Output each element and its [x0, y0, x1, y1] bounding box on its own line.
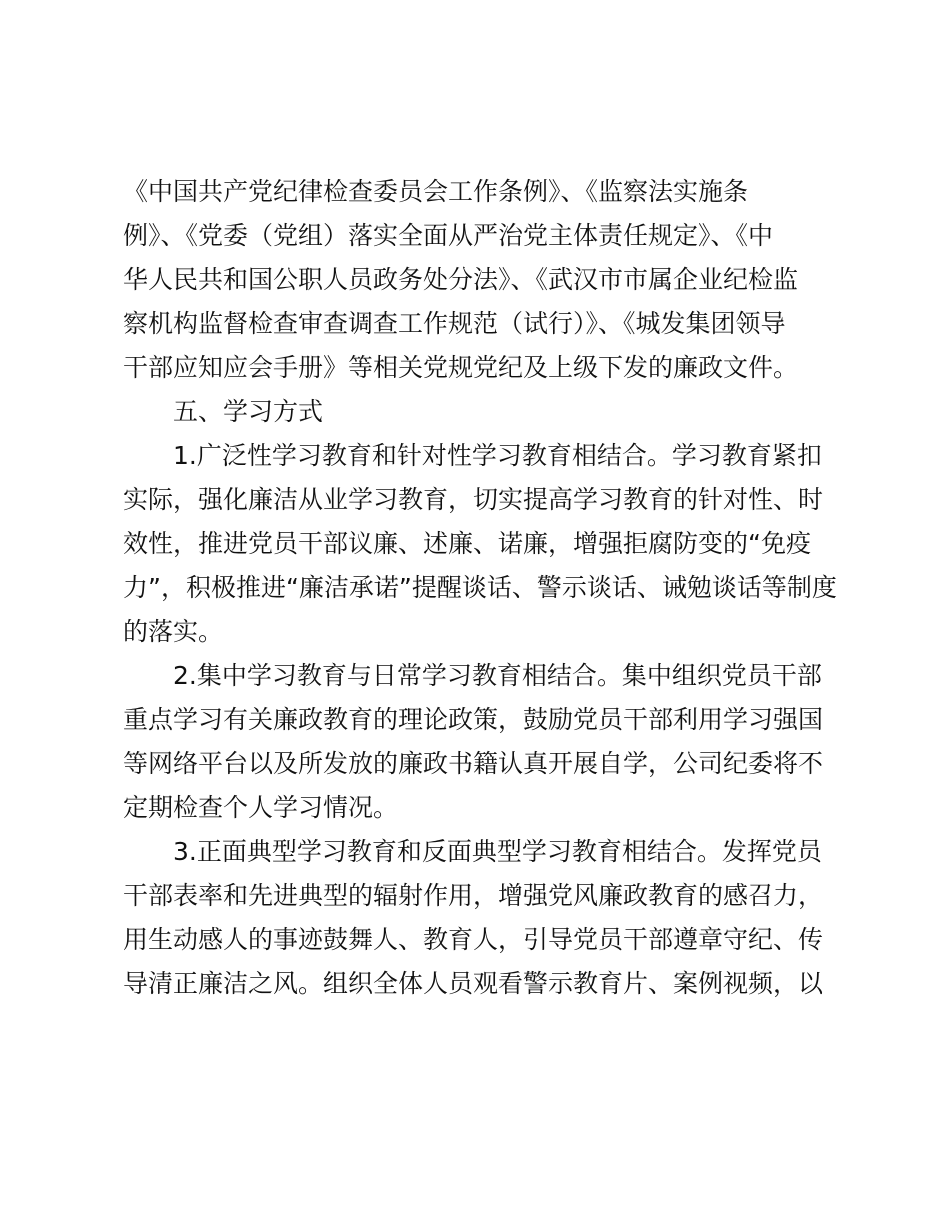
text-line: 1.广泛性学习教育和针对性学习教育相结合。学习教育紧扣 — [173, 441, 822, 470]
text-line: 重点学习有关廉政教育的理论政策，鼓励党员干部利用学习强国 — [123, 705, 824, 734]
section-heading: 五、学习方式 — [173, 397, 324, 426]
text-line: 的落实。 — [123, 617, 224, 646]
text-line: 例》、《党委（党组）落实全面从严治党主体责任规定》、《中 — [123, 221, 774, 250]
text-line: 干部表率和先进典型的辐射作用，增强党风廉政教育的感召力， — [123, 881, 824, 910]
text-line: 2.集中学习教育与日常学习教育相结合。集中组织党员干部 — [173, 661, 822, 690]
text-line: 干部应知应会手册》等相关党规党纪及上级下发的廉政文件。 — [123, 353, 799, 382]
text-line: 等网络平台以及所发放的廉政书籍认真开展自学，公司纪委将不 — [123, 749, 824, 778]
text-line: 华人民共和国公职人员政务处分法》、《武汉市市属企业纪检监 — [123, 265, 799, 294]
text-line: 《中国共产党纪律检查委员会工作条例》、《监察法实施条 — [123, 177, 749, 206]
document-body — [123, 170, 837, 1006]
text-line: 用生动感人的事迹鼓舞人、教育人，引导党员干部遵章守纪、传 — [123, 925, 824, 954]
text-line: 3.正面典型学习教育和反面典型学习教育相结合。发挥党员 — [173, 837, 822, 866]
text-line: 效性，推进党员干部议廉、述廉、诺廉，增强拒腐防变的“免疫 — [123, 529, 811, 558]
text-line: 力”，积极推进“廉洁承诺”提醒谈话、警示谈话、诫勉谈话等制度 — [123, 573, 837, 602]
text-line: 实际，强化廉洁从业学习教育，切实提高学习教育的针对性、时 — [123, 485, 824, 514]
text-line: 察机构监督检查审查调查工作规范（试行）》、《城发集团领导 — [123, 309, 786, 338]
text-line: 导清正廉洁之风。组织全体人员观看警示教育片、案例视频，以 — [123, 969, 824, 998]
text-line: 定期检查个人学习情况。 — [123, 793, 399, 822]
